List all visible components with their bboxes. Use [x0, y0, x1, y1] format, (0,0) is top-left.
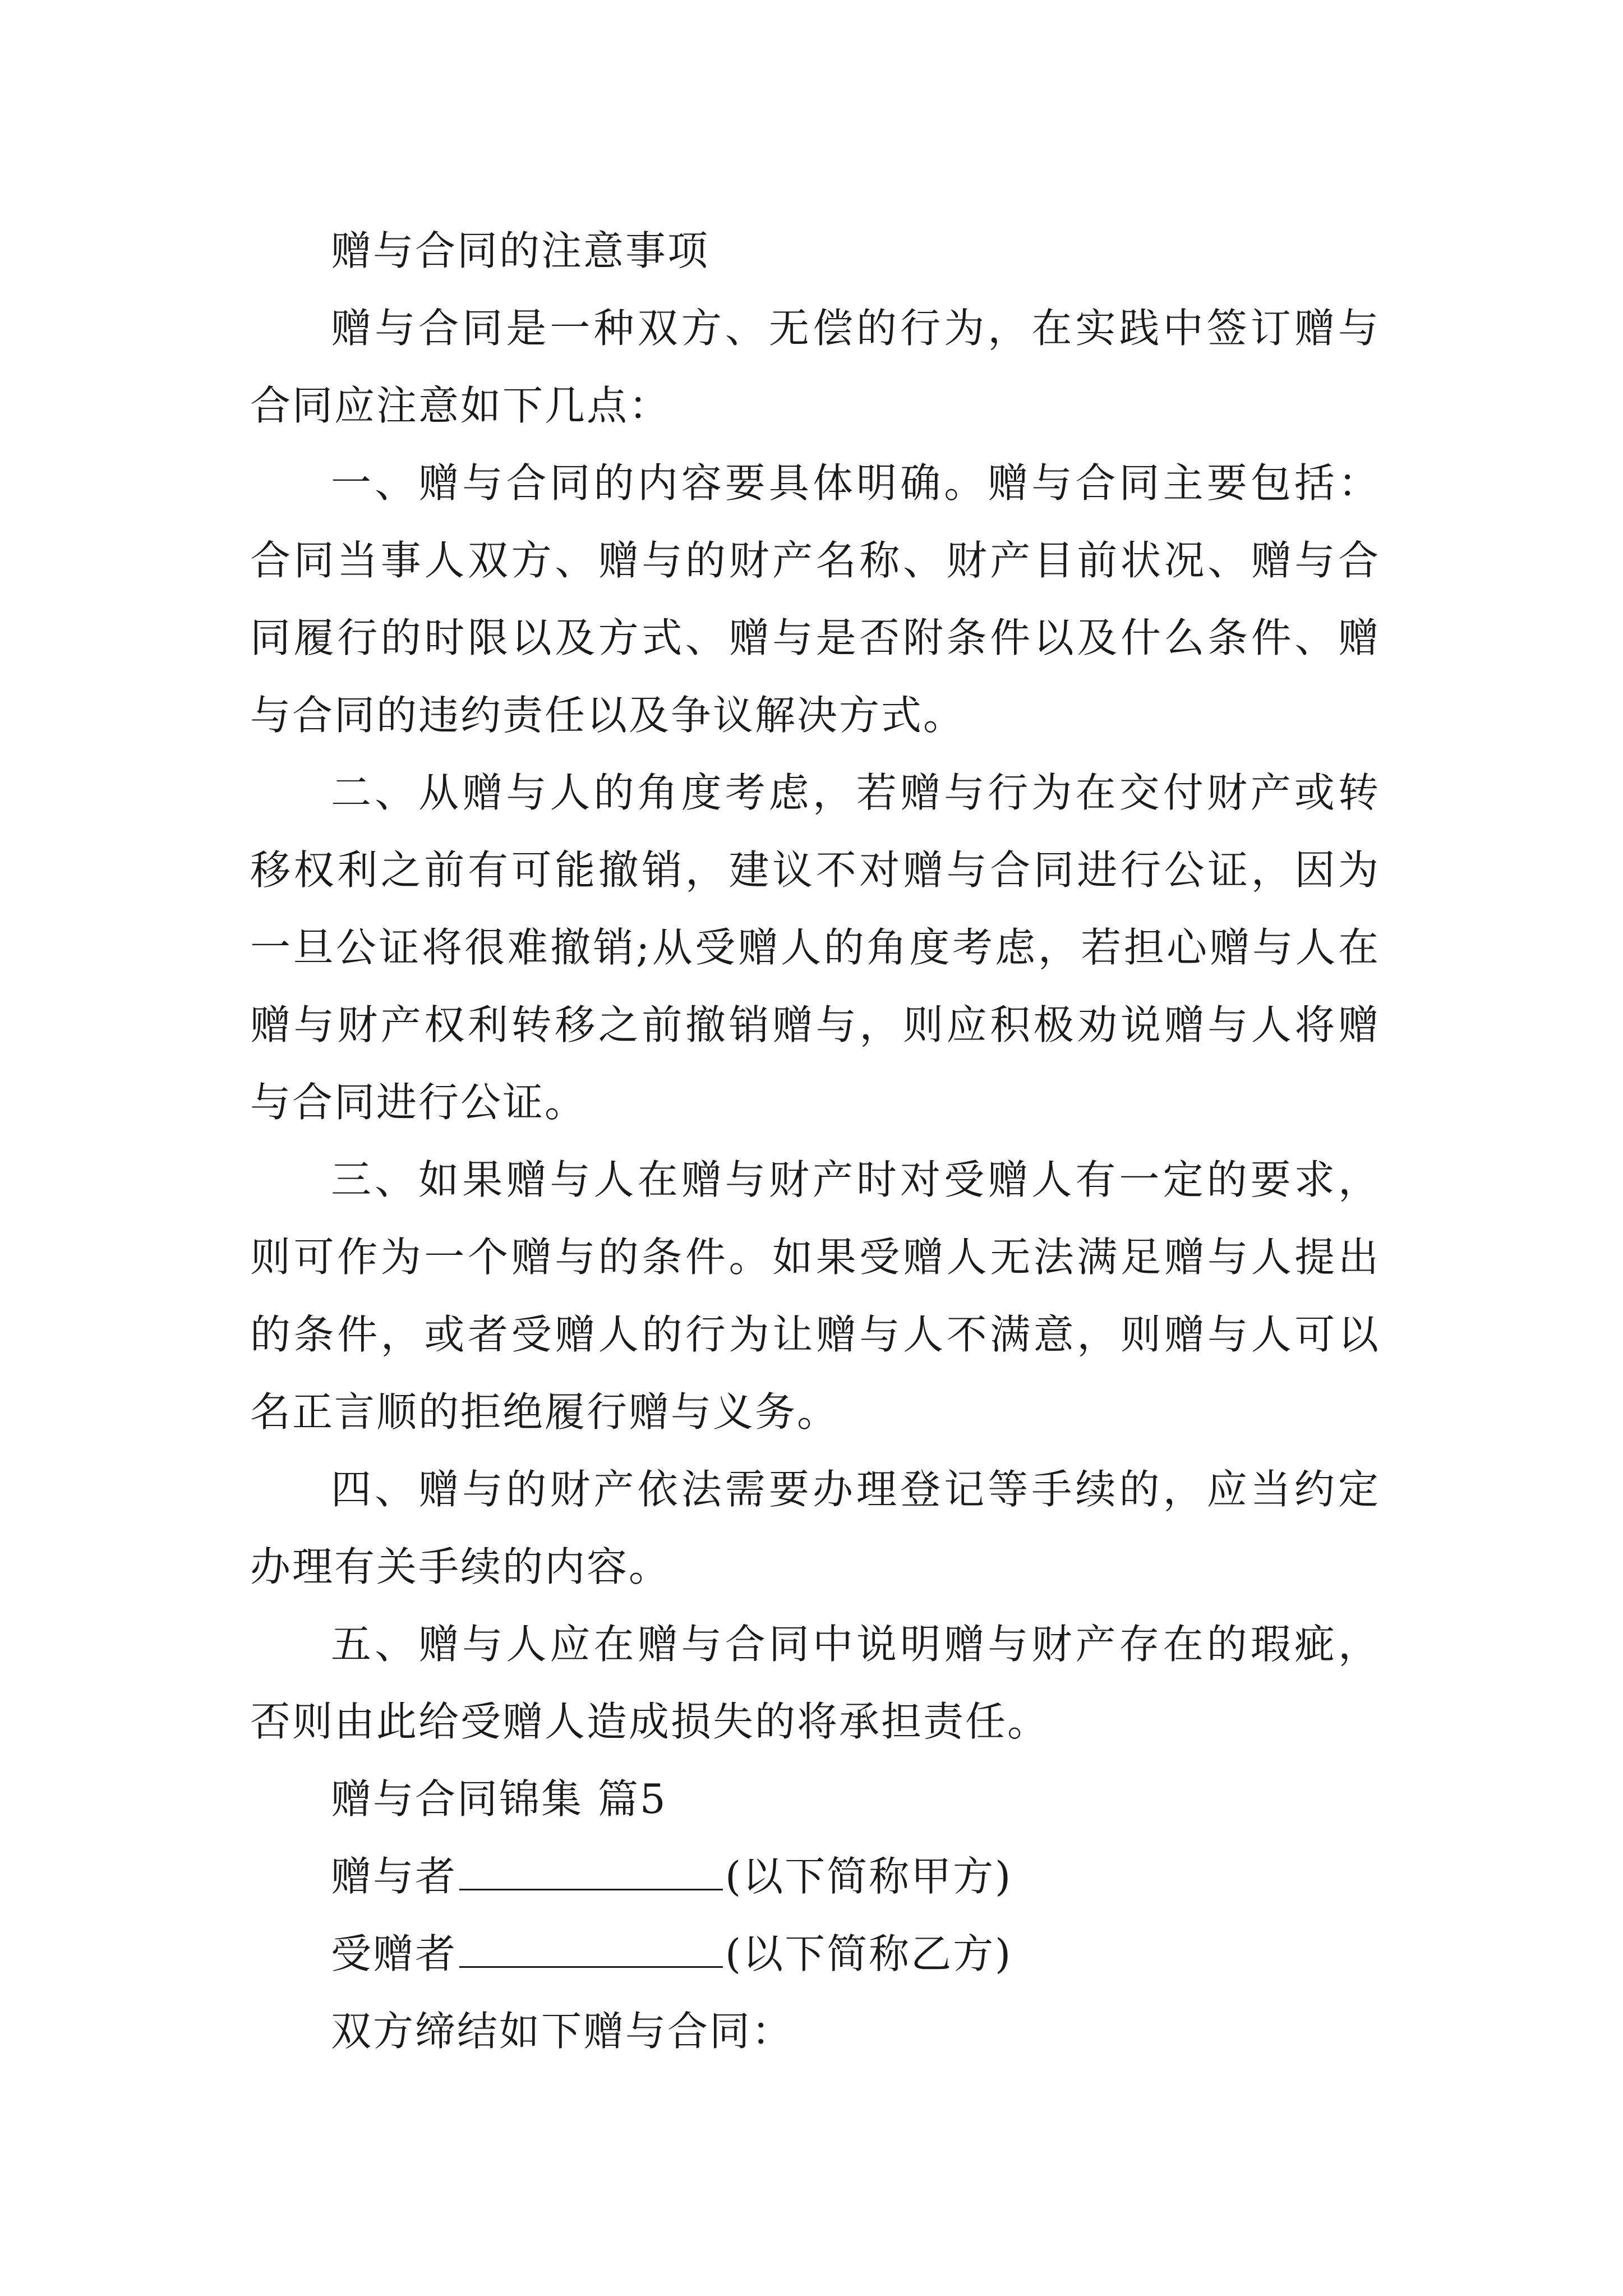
donee-label: 受赠者	[331, 1930, 458, 1977]
point-4: 四、赠与的财产依法需要办理登记等手续的，应当约定办理有关手续的内容。	[250, 1466, 1380, 1590]
donee-suffix: (以下简称乙方)	[725, 1930, 1013, 1977]
point-2: 二、从赠与人的角度考虑，若赠与行为在交付财产或转移权利之前有可能撤销，建议不对赠与合同进行公证，因为一旦公证将很难撤销;从受赠人的角度考虑，若担心赠与人在赠与财产权利转移之前撤销赠与，则应积极劝说赠与人将赠与合同进行公证。	[250, 769, 1380, 1126]
closing-line: 双方缔结如下赠与合同：	[331, 2008, 794, 2055]
point-5: 五、赠与人应在赠与合同中说明赠与财产存在的瑕疵，否则由此给受赠人造成损失的将承担责任。	[250, 1621, 1380, 1745]
donee-blank-field[interactable]	[459, 1918, 723, 1968]
document-title: 赠与合同的注意事项	[331, 227, 710, 274]
donor-label: 赠与者	[331, 1853, 458, 1900]
donor-line	[250, 1838, 1380, 1915]
intro-paragraph: 赠与合同是一种双方、无偿的行为，在实践中签订赠与合同应注意如下几点：	[250, 305, 1380, 429]
document-body	[250, 212, 1380, 2070]
donor-blank-field[interactable]	[459, 1841, 723, 1890]
point-1: 一、赠与合同的内容要具体明确。赠与合同主要包括：合同当事人双方、赠与的财产名称、财产目前状况、赠与合同履行的时限以及方式、赠与是否附条件以及什么条件、赠与合同的违约责任以及争议解决方式。	[250, 459, 1380, 739]
section-heading: 赠与合同锦集 篇5	[331, 1775, 667, 1823]
donee-line	[250, 1915, 1380, 1993]
point-3: 三、如果赠与人在赠与财产时对受赠人有一定的要求，则可作为一个赠与的条件。如果受赠人无法满足赠与人提出的条件，或者受赠人的行为让赠与人不满意，则赠与人可以名正言顺的拒绝履行赠与义务。	[250, 1156, 1380, 1435]
donor-suffix: (以下简称甲方)	[725, 1853, 1013, 1900]
